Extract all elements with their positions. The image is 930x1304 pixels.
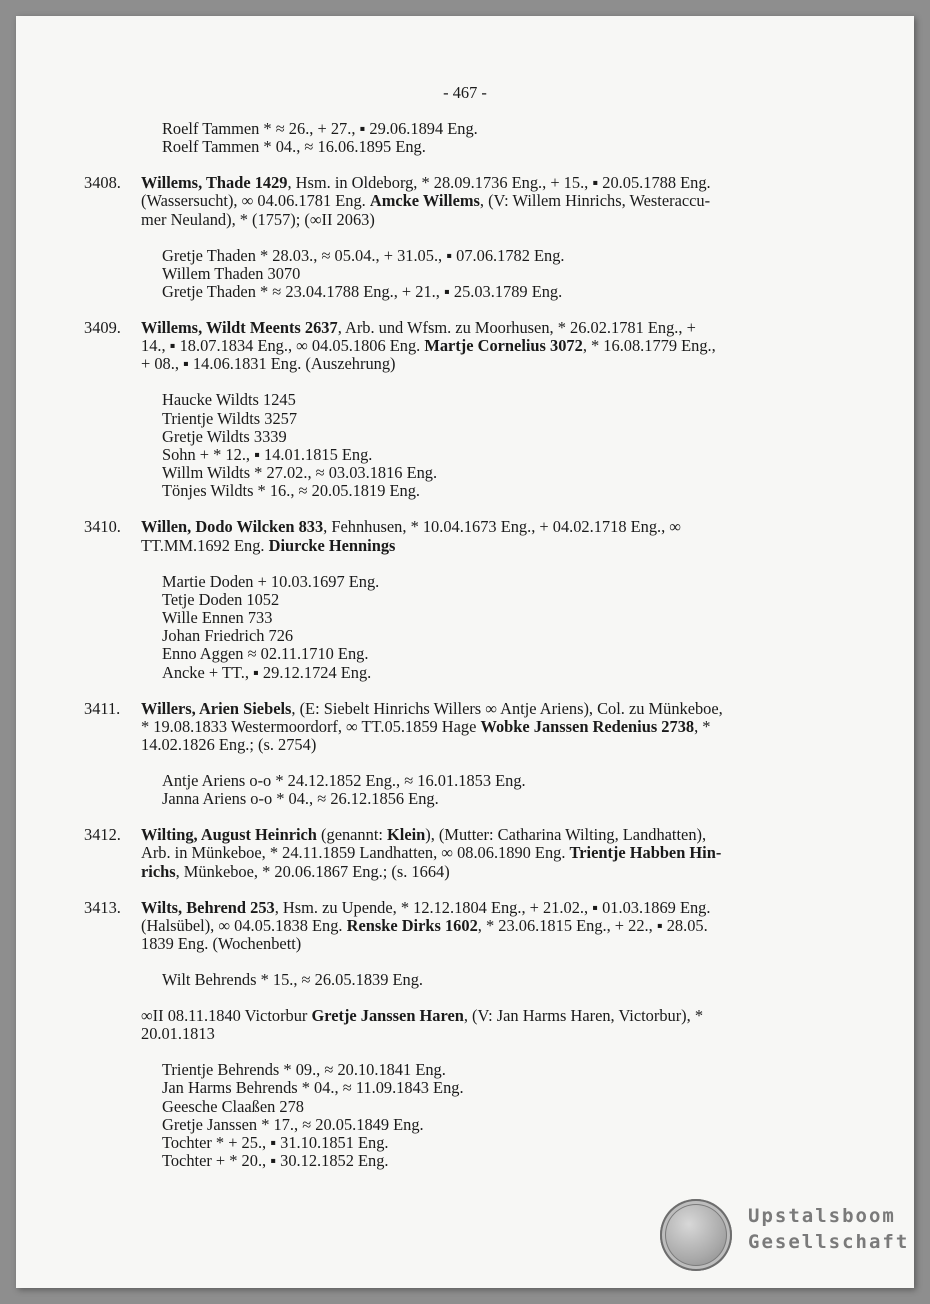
text: Willm Wildts * 27.02., ≈ 03.03.1816 Eng.	[162, 463, 438, 483]
entry-text-line	[141, 355, 396, 373]
text: , *	[694, 716, 711, 736]
child-line	[162, 464, 437, 482]
text: Gretje Wildts 3339	[162, 426, 287, 446]
child-line	[162, 428, 287, 446]
text: (Halsübel), ∞ 04.05.1838 Eng.	[141, 915, 347, 935]
bold-text: Wobke Janssen Redenius 2738	[480, 716, 695, 736]
child-line	[162, 772, 526, 790]
child-line	[162, 609, 272, 627]
text: Tochter * + 25., ▪ 31.10.1851 Eng.	[162, 1133, 389, 1152]
child-line	[162, 971, 423, 989]
text: Wilt Behrends * 15., ≈ 26.05.1839 Eng.	[162, 970, 424, 989]
text: Jan Harms Behrends * 04., ≈ 11.09.1843 Eng.	[162, 1078, 464, 1098]
text: , Münkeboe, * 20.06.1867 Eng.; (s. 1664)	[175, 861, 450, 881]
text: * 19.08.1833 Westermoordorf, ∞ TT.05.1859 Hage	[141, 716, 481, 736]
logo-line-2: Gesellschaft	[748, 1231, 910, 1253]
entry-text-line	[141, 337, 716, 355]
entry-text-line	[141, 718, 710, 736]
entry-number: 3413.	[84, 897, 121, 917]
entry-text-line	[141, 211, 375, 229]
entry-number: 3408.	[84, 173, 121, 193]
text: Martie Doden + 10.03.1697 Eng.	[162, 571, 380, 591]
text: 1839 Eng. (Wochenbett)	[141, 934, 302, 953]
text: (genannt:	[316, 825, 388, 845]
entry-text-line	[141, 192, 710, 210]
child-line	[162, 790, 439, 808]
text: Tetje Doden 1052	[162, 589, 280, 609]
text: Arb. in Münkeboe, * 24.11.1859 Landhatten, ∞ 08.06.1890 Eng.	[141, 843, 570, 863]
text: , * 23.06.1815 Eng., + 22., ▪ 28.05.	[477, 915, 708, 935]
continuation-line	[162, 138, 426, 156]
text: , Arb. und Wfsm. zu Moorhusen, * 26.02.1781 Eng., +	[337, 318, 696, 337]
entry-text-line	[141, 899, 710, 917]
bold-text: Wilting, August Heinrich	[141, 825, 317, 845]
child-line	[162, 664, 371, 682]
entry-text-line	[141, 518, 681, 536]
text: 14., ▪ 18.07.1834 Eng., ∞ 04.05.1806 Eng.	[141, 336, 425, 356]
continuation-line	[162, 120, 478, 138]
entry-text-line	[141, 863, 450, 881]
text: , * 16.08.1779 Eng.,	[582, 336, 716, 356]
entry-number: 3411.	[84, 698, 121, 718]
entry-text-line	[141, 917, 708, 935]
text: , (V: Willem Hinrichs, Westeraccu-	[479, 191, 711, 211]
entry-text-line	[141, 844, 721, 862]
entry-text-line	[141, 319, 696, 337]
text: Gretje Janssen * 17., ≈ 20.05.1849 Eng.	[162, 1114, 424, 1134]
text: Ancke + TT., ▪ 29.12.1724 Eng.	[162, 662, 372, 682]
document-page	[16, 16, 914, 1288]
bold-text: Willen, Dodo Wilcken 833	[141, 517, 324, 537]
entry-number: 3409.	[84, 318, 121, 337]
text: , Fehnhusen, * 10.04.1673 Eng., + 04.02.1718 Eng., ∞	[323, 517, 681, 537]
child-line	[162, 247, 565, 265]
text: Trientje Behrends * 09., ≈ 20.10.1841 Eng.	[162, 1060, 446, 1080]
text: Trientje Wildts 3257	[162, 408, 298, 428]
text: Johan Friedrich 726	[162, 626, 294, 646]
page-number: - 467 -	[443, 83, 487, 102]
child-line	[162, 645, 368, 663]
entry-text-line	[141, 174, 711, 192]
bold-text: Martje Cornelius 3072	[424, 336, 583, 356]
text: , Hsm. in Oldeborg, * 28.09.1736 Eng., + 15., ▪ 20.05.1788 Eng.	[287, 173, 711, 193]
bold-text: Trientje Habben Hin-	[569, 843, 722, 863]
entry-text-line	[141, 736, 316, 754]
bold-text: Willems, Wildt Meents 2637	[141, 318, 338, 337]
text: , (V: Jan Harms Haren, Victorbur), *	[463, 1006, 704, 1025]
entry-number: 3410.	[84, 517, 121, 537]
bold-text: Gretje Janssen Haren	[311, 1006, 464, 1025]
text: ∞II 08.11.1840 Victorbur	[141, 1006, 312, 1025]
entry-text-line	[141, 826, 706, 844]
entry-text-line	[141, 935, 301, 953]
text: Sohn + * 12., ▪ 14.01.1815 Eng.	[162, 445, 373, 464]
text: Gretje Thaden * ≈ 23.04.1788 Eng., + 21., ▪ 25.03.1789 Eng.	[162, 282, 563, 301]
text: Gretje Thaden * 28.03., ≈ 05.04., + 31.05., ▪ 07.06.1782 Eng.	[162, 245, 565, 265]
text: Antje Ariens o-o * 24.12.1852 Eng., ≈ 16.01.1853 Eng.	[162, 771, 526, 790]
text: Haucke Wildts 1245	[162, 390, 296, 410]
text: 20.01.1813	[141, 1024, 215, 1044]
seal-icon	[660, 1199, 732, 1271]
child-line	[162, 1098, 304, 1116]
child-line	[162, 446, 372, 464]
bold-text: Willers, Arien Siebels	[141, 698, 292, 718]
text: Geesche Claaßen 278	[162, 1096, 304, 1116]
child-line	[162, 391, 296, 409]
text: + 08., ▪ 14.06.1831 Eng. (Auszehrung)	[141, 354, 396, 374]
entry-text-line	[141, 700, 723, 718]
child-line	[162, 573, 379, 591]
text: 14.02.1826 Eng.; (s. 2754)	[141, 735, 317, 754]
text: Wille Ennen 733	[162, 608, 273, 627]
child-line	[162, 1061, 446, 1079]
text: TT.MM.1692 Eng.	[141, 535, 269, 555]
child-line	[162, 1116, 424, 1134]
text: ), (Mutter: Catharina Wilting, Landhatten),	[425, 825, 707, 845]
text: Willem Thaden 3070	[162, 263, 301, 283]
child-line	[162, 1079, 464, 1097]
child-line	[162, 482, 420, 500]
second-marriage-line	[141, 1007, 703, 1025]
child-line	[162, 627, 293, 645]
logo-line-1: Upstalsboom	[748, 1205, 896, 1227]
child-line	[162, 1152, 389, 1170]
entry-text-line	[141, 537, 395, 555]
bold-text: Klein	[387, 825, 426, 845]
bold-text: Wilts, Behrend 253	[141, 897, 275, 917]
bold-text: Amcke Willems	[369, 191, 480, 211]
text: Roelf Tammen * 04., ≈ 16.06.1895 Eng.	[162, 137, 426, 157]
second-marriage-line	[141, 1025, 215, 1043]
text: Roelf Tammen * ≈ 26., + 27., ▪ 29.06.1894 Eng.	[162, 119, 478, 138]
child-line	[162, 283, 562, 301]
child-line	[162, 1134, 389, 1152]
text: , Hsm. zu Upende, * 12.12.1804 Eng., + 21.02., ▪ 01.03.1869 Eng.	[274, 897, 711, 917]
entry-number: 3412.	[84, 825, 121, 845]
bold-text: richs	[141, 861, 176, 881]
bold-text: Renske Dirks 1602	[346, 915, 478, 935]
bold-text: Diurcke Hennings	[268, 535, 396, 555]
text: (Wassersucht), ∞ 04.06.1781 Eng.	[141, 191, 370, 211]
text: mer Neuland), * (1757); (∞II 2063)	[141, 209, 375, 229]
society-logo	[656, 1197, 910, 1277]
text: , (E: Siebelt Hinrichs Willers ∞ Antje Ariens), Col. zu Münkeboe,	[291, 698, 723, 718]
text: Tochter + * 20., ▪ 30.12.1852 Eng.	[162, 1151, 389, 1171]
child-line	[162, 410, 297, 428]
text: Janna Ariens o-o * 04., ≈ 26.12.1856 Eng.	[162, 789, 439, 809]
child-line	[162, 591, 279, 609]
child-line	[162, 265, 300, 283]
bold-text: Willems, Thade 1429	[141, 173, 288, 193]
text: Enno Aggen ≈ 02.11.1710 Eng.	[162, 644, 369, 664]
text: Tönjes Wildts * 16., ≈ 20.05.1819 Eng.	[162, 481, 420, 501]
